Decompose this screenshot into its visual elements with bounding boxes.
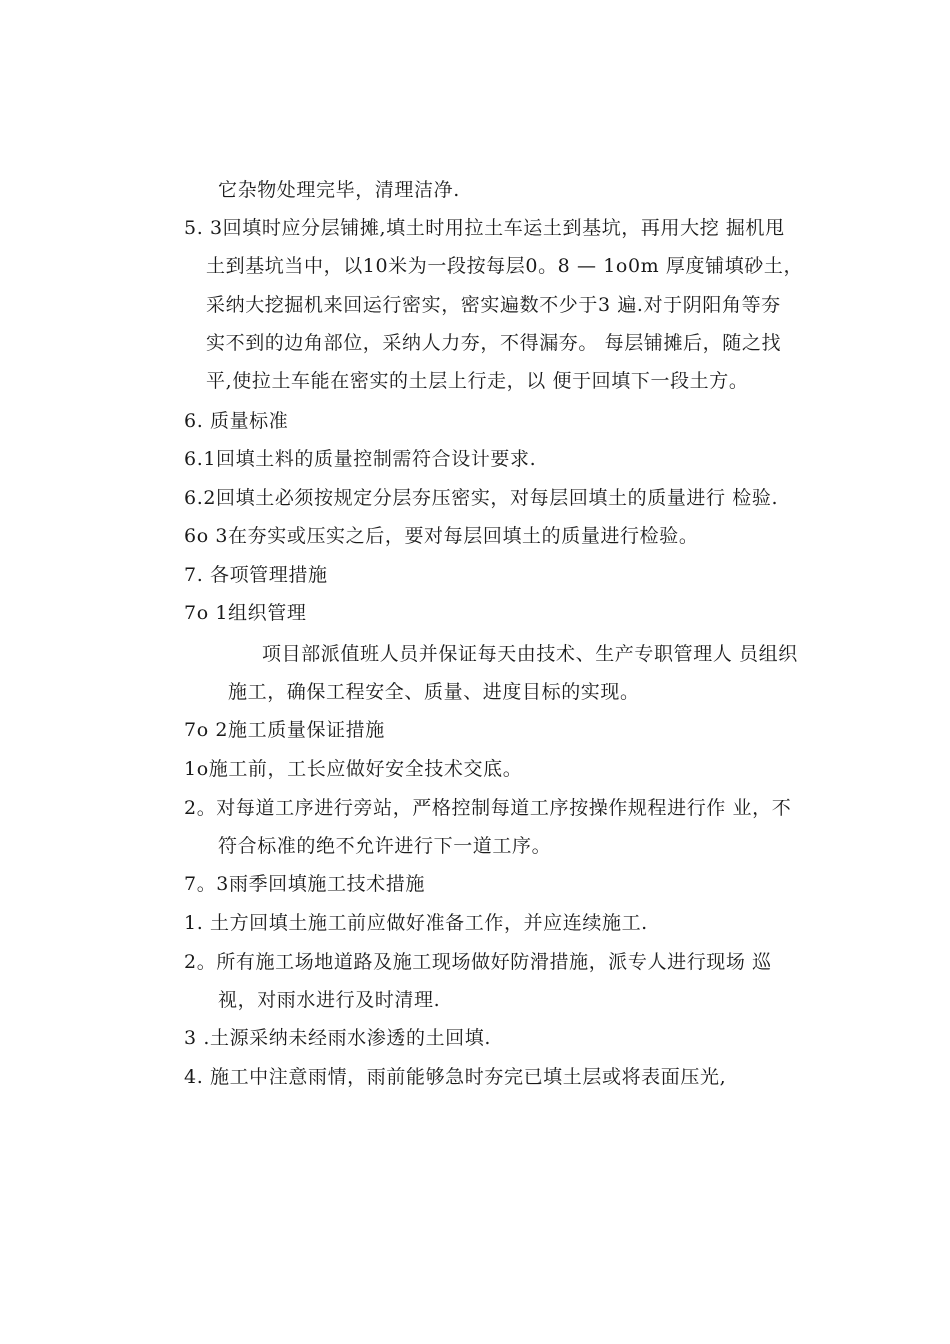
text-line-8: 6.1回填土料的质量控制需符合设计要求. xyxy=(184,448,537,470)
text-line-13: 项目部派值班人员并保证每天由技术、生产专职管理人 员组织 xyxy=(262,643,798,665)
section-heading-6: 6. 质量标准 xyxy=(184,410,289,432)
text-line-10: 6o 3在夯实或压实之后，要对每层回填土的质量进行检验。 xyxy=(184,525,699,547)
text-line-23: 3 .土源采纳未经雨水渗透的土回填. xyxy=(184,1027,492,1049)
text-line-3: 土到基坑当中，以10米为一段按每层0。8 — 1o0m 厚度铺填砂土， xyxy=(206,255,804,277)
text-line-22: 视，对雨水进行及时清理. xyxy=(218,989,441,1011)
subsection-heading-7-2: 7o 2施工质量保证措施 xyxy=(184,719,385,741)
text-line-9: 6.2回填土必须按规定分层夯压密实，对每层回填土的质量进行 检验. xyxy=(184,487,779,509)
text-line-17: 2。对每道工序进行旁站，严格控制每道工序按操作规程进行作 业，不 xyxy=(184,797,792,819)
text-line-20: 1. 土方回填土施工前应做好准备工作，并应连续施工. xyxy=(184,912,648,934)
subsection-heading-7-1: 7o 1组织管理 xyxy=(184,602,307,624)
text-line-18: 符合标准的绝不允许进行下一道工序。 xyxy=(218,835,552,857)
text-line-1: 它杂物处理完毕，清理洁净. xyxy=(218,179,460,201)
text-line-21: 2。所有施工场地道路及施工现场做好防滑措施，派专人进行现场 巡 xyxy=(184,951,772,973)
subsection-heading-7-3: 7。3雨季回填施工技术措施 xyxy=(184,873,425,895)
text-line-6: 平,使拉土车能在密实的土层上行走，以 便于回填下一段土方。 xyxy=(206,370,749,392)
text-line-4: 采纳大挖掘机来回运行密实，密实遍数不少于3 遍.对于阴阳角等夯 xyxy=(206,294,781,316)
text-line-2: 5. 3回填时应分层铺摊,填土时用拉土车运土到基坑，再用大挖 掘机甩 xyxy=(184,217,785,239)
text-line-14: 施工，确保工程安全、质量、进度目标的实现。 xyxy=(228,681,640,703)
text-line-5: 实不到的边角部位，采纳人力夯，不得漏夯。 每层铺摊后，随之找 xyxy=(206,332,782,354)
section-heading-7: 7. 各项管理措施 xyxy=(184,564,328,586)
text-line-24: 4. 施工中注意雨情，雨前能够急时夯完已填土层或将表面压光, xyxy=(184,1066,727,1088)
text-line-16: 1o施工前，工长应做好安全技术交底。 xyxy=(184,758,523,780)
